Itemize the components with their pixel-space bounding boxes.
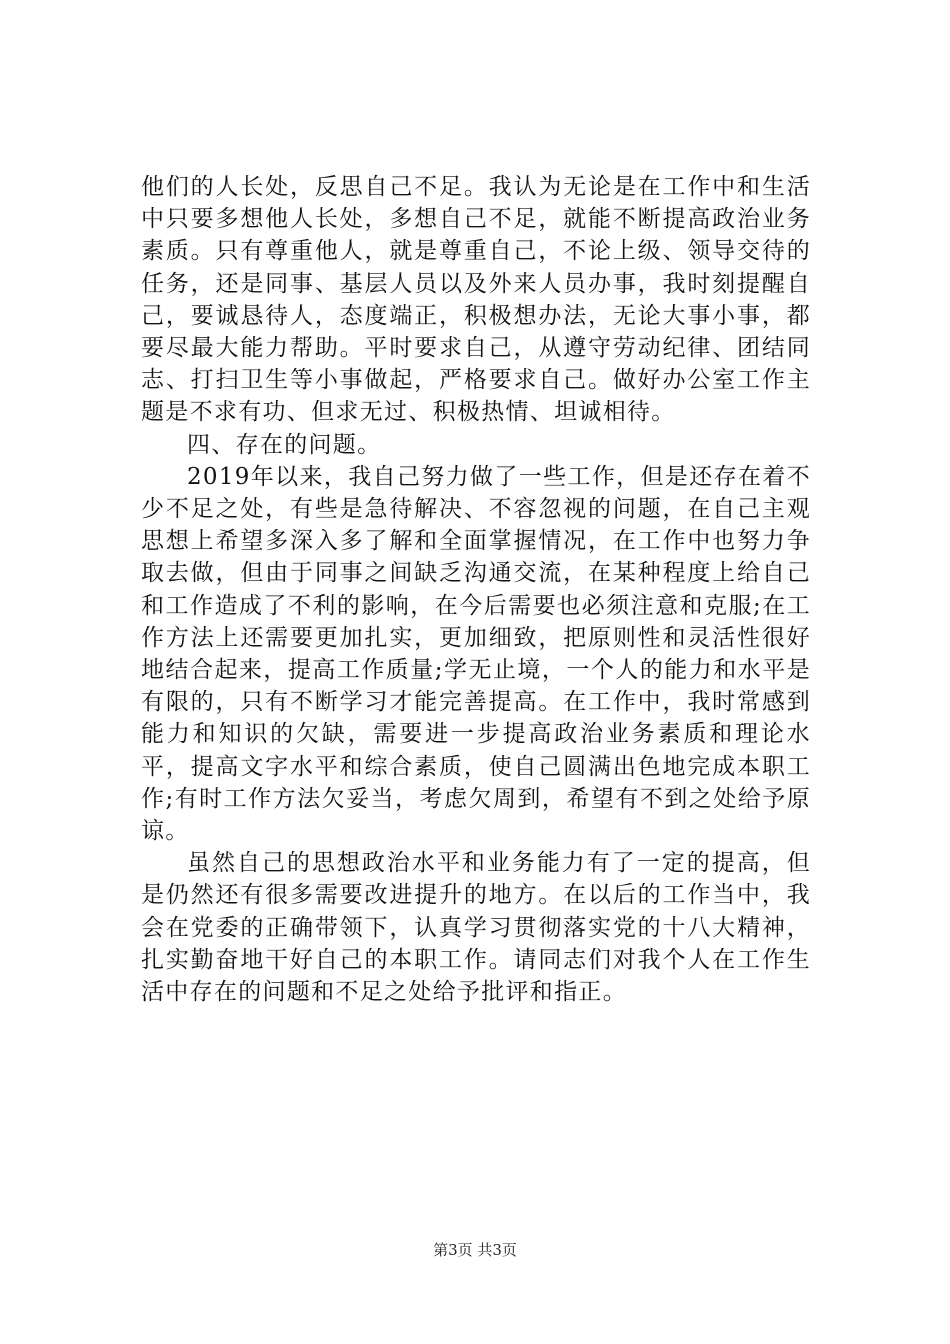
page-footer [0,1240,950,1260]
document-body [141,171,811,1008]
section-heading-problems: 四、存在的问题。 [187,431,382,458]
paragraph-continuation: 他们的人长处，反思自己不足。我认为无论是在工作中和生活中只要多想他人长处，多想自己不足，就能不断提高政治业务素质。只有尊重他人，就是尊重自己，不论上级、领导交待的任务，还是同事、基层人员以及外来人员办事，我时刻提醒自己，要诚恳待人，态度端正，积极想办法，无论大事小事，都要尽最大能力帮助。平时要求自己，从遵守劳动纪律、团结同志、打扫卫生等小事做起，严格要求自己。做好办公室工作主题是不求有功、但求无过、积极热情、坦诚相待。 [141,174,811,426]
paragraph-problems: 2019年以来，我自己努力做了一些工作，但是还存在着不少不足之处，有些是急待解决、不容忽视的问题，在自己主观思想上希望多深入多了解和全面掌握情况，在工作中也努力争取去做，但由于同事之间缺乏沟通交流，在某种程度上给自己和工作造成了不利的影响，在今后需要也必须注意和克服;在工作方法上还需要更加扎实，更加细致，把原则性和灵活性很好地结合起来，提高工作质量;学无止境，一个人的能力和水平是有限的，只有不断学习才能完善提高。在工作中，我时常感到能力和知识的欠缺，需要进一步提高政治业务素质和理论水平，提高文字水平和综合素质，使自己圆满出色地完成本职工作;有时工作方法欠妥当，考虑欠周到，希望有不到之处给予原谅。 [141,463,811,845]
paragraph-conclusion: 虽然自己的思想政治水平和业务能力有了一定的提高，但是仍然还有很多需要改进提升的地方。在以后的工作当中，我会在党委的正确带领下，认真学习贯彻落实党的十八大精神，扎实勤奋地干好自己的本职工作。请同志们对我个人在工作生活中存在的问题和不足之处给予批评和指正。 [141,850,811,1006]
page-indicator: 第3页 共3页 [433,1241,517,1259]
